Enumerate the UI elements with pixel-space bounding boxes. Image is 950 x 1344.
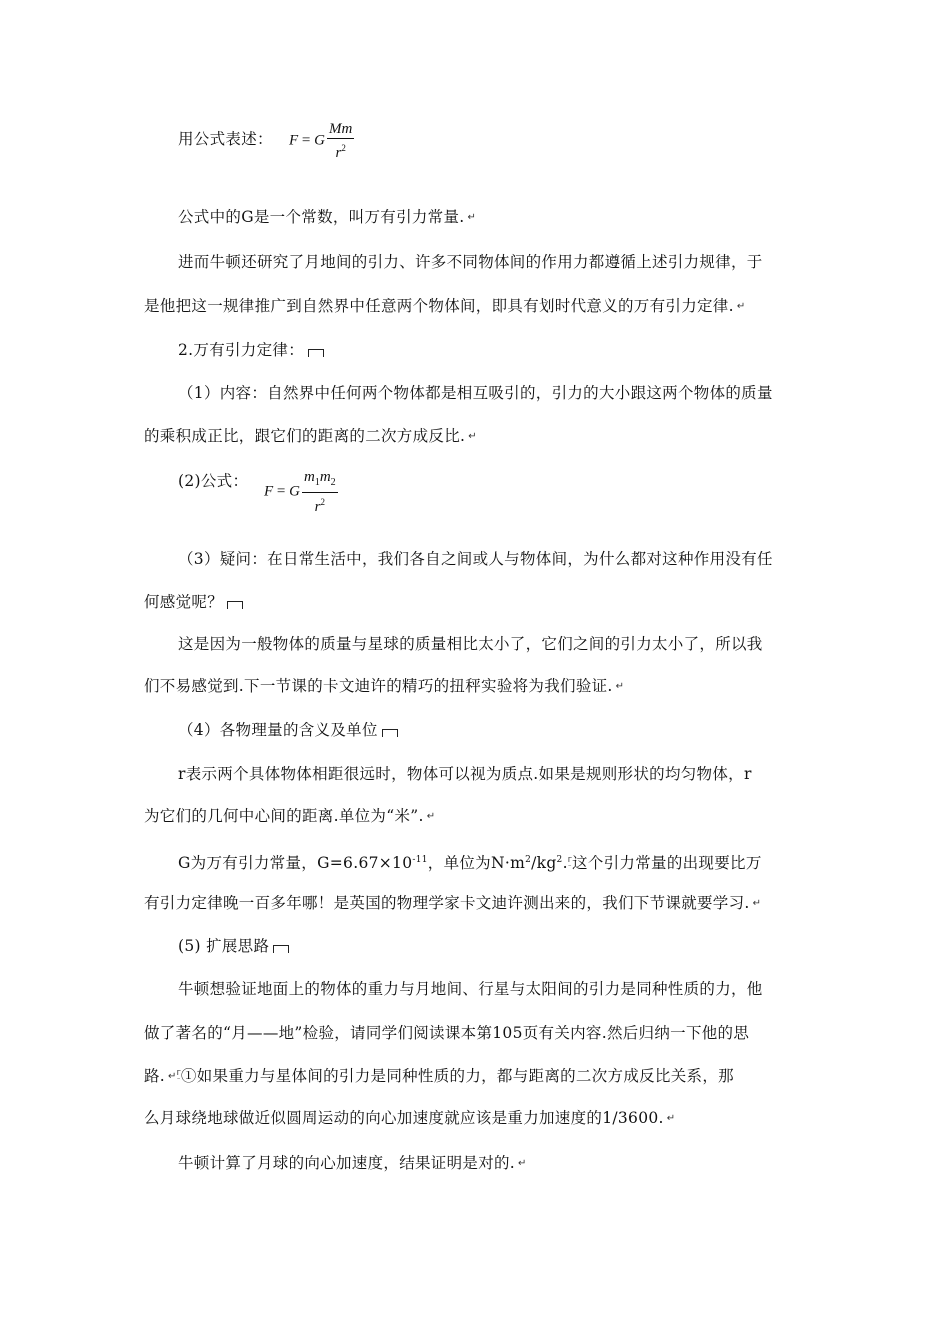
formula-1-den-exp: 2: [341, 143, 346, 153]
formula-2-den-base: r: [314, 499, 321, 515]
line-20-text: 做了著名的“月——地”检验，请同学们阅读课本第105页有关内容.然后归纳一下他的思: [144, 1024, 750, 1042]
paragraph-mark-icon: ↵: [518, 1158, 527, 1169]
formula-2-g: G: [289, 483, 300, 500]
paragraph-mark-icon: ↵: [752, 898, 762, 909]
paragraph-mark-icon: ↵: [467, 212, 477, 223]
bracket-mark-icon: [308, 349, 324, 357]
line-16-text-c: /kg: [531, 854, 557, 873]
formula-2-fraction: [302, 468, 338, 516]
formula-2-den-exp: 2: [320, 497, 325, 507]
paragraph-line-23: [178, 1153, 824, 1174]
line-4-text: 是他把这一规律推广到自然界中任意两个物体间，即具有划时代意义的万有引力定律.: [144, 297, 734, 315]
paragraph-line-3: [178, 252, 824, 272]
section-heading-2: [178, 340, 824, 360]
paragraph-line-11: [178, 634, 824, 654]
line-21-text-b: ①如果重力与星体间的引力是同种性质的力，都与距离的二次方成反比关系，那: [180, 1067, 734, 1085]
line-16-m-exponent: 2: [525, 855, 532, 865]
line-13-text: （4）各物理量的含义及单位: [178, 721, 378, 739]
paragraph-line-6: [178, 383, 824, 403]
formula-1-numerator: Mm: [328, 121, 353, 137]
paragraph-mark-icon: ↵: [615, 681, 625, 692]
formula-intro-line: [178, 129, 824, 149]
formula-2-m2: m: [319, 469, 331, 485]
line-break-mark-icon: ᒥ ⁻: [176, 1069, 181, 1084]
paragraph-mark-icon: ↵: [426, 811, 436, 822]
section-heading-5: [178, 936, 824, 956]
bracket-mark-icon: [382, 729, 398, 737]
line-9-text: （3）疑问：在日常生活中，我们各自之间或人与物体间，为什么都对这种作用没有任: [178, 550, 773, 568]
paragraph-line-22: [144, 1108, 824, 1129]
section-heading-4: [178, 720, 824, 740]
paragraph-line-14: [178, 764, 824, 784]
paragraph-line-21: [144, 1066, 824, 1087]
paragraph-line-4: [144, 296, 824, 317]
line-16-exponent: -11: [412, 855, 428, 865]
line-23-text: 牛顿计算了月球的向心加速度，结果证明是对的.: [178, 1154, 516, 1172]
line-16-text-e: 这个引力常量的出现要比万: [572, 854, 762, 873]
bracket-mark-icon: [273, 945, 289, 953]
paragraph-mark-icon: ↵: [736, 301, 746, 312]
formula-2-eq: =: [276, 483, 286, 500]
line-12-text: 们不易感觉到.下一节课的卡文迪许的精巧的扭秤实验将为我们验证.: [144, 677, 613, 695]
line-break-mark-icon: ᒥ ⁻: [567, 856, 573, 872]
line-16-text-a: G为万有引力常量，G=6.67×10: [178, 854, 413, 873]
paragraph-mark-icon: ↵: [666, 1113, 676, 1124]
formula-2-m1: m: [303, 469, 315, 485]
paragraph-line-9: [178, 549, 824, 569]
line-11-text: 这是因为一般物体的质量与星球的质量相比太小了，它们之间的引力太小了，所以我: [178, 635, 763, 653]
line-3-text: 进而牛顿还研究了月地间的引力、许多不同物体间的作用力都遵循上述引力规律，于: [178, 253, 763, 271]
paragraph-line-20: [144, 1023, 824, 1043]
formula-2-numerator: [302, 468, 338, 493]
formula-2-denominator: [302, 493, 338, 516]
formula-2-m2-sub: 2: [330, 477, 336, 488]
line-19-text: 牛顿想验证地面上的物体的重力与月地间、行星与太阳间的引力是同种性质的力，他: [178, 980, 763, 998]
line-15-text: 为它们的几何中心间的距离.单位为“米”.: [144, 807, 424, 825]
formula-1-denominator: [327, 139, 354, 162]
formula-1-eq: =: [301, 132, 311, 149]
line-18-text: (5) 扩展思路: [178, 937, 270, 955]
line-22-text: 么月球绕地球做近似圆周运动的向心加速度就应该是重力加速度的1/3600.: [144, 1109, 664, 1127]
paragraph-line-2: [178, 207, 824, 228]
line-5-text: 2.万有引力定律：: [178, 341, 304, 359]
paragraph-line-19: [178, 979, 824, 999]
paragraph-mark-icon: ↵: [168, 1071, 177, 1082]
formula-intro-label: 用公式表述：: [178, 130, 273, 148]
paragraph-line-10: [144, 592, 824, 612]
formula-1-den-base: r: [335, 145, 342, 161]
line-16-text-d: .: [562, 854, 568, 873]
formula-2-lhs: F: [264, 483, 274, 500]
formula-1-fraction: [327, 120, 354, 162]
paragraph-line-15: [144, 806, 824, 827]
formula-1-g: G: [314, 132, 325, 149]
paragraph-line-16: [178, 850, 824, 873]
gravity-formula-2: [264, 468, 338, 516]
formula-1-lhs: F: [289, 132, 299, 149]
line-10-text: 何感觉呢？: [144, 593, 224, 611]
gravity-formula-1: [289, 120, 354, 162]
paragraph-line-7: [144, 426, 824, 447]
line-17-text: 有引力定律晚一百多年哪！是英国的物理学家卡文迪许测出来的，我们下节课就要学习.: [144, 894, 750, 912]
line-14-text: r表示两个具体物体相距很远时，物体可以视为质点.如果是规则形状的均匀物体，r: [178, 765, 752, 783]
line-2-text: 公式中的G是一个常数，叫万有引力常量.: [178, 208, 465, 226]
formula-2-intro-label: (2)公式：: [178, 472, 249, 490]
paragraph-line-12: [144, 676, 824, 697]
formula-2-m1-sub: 1: [314, 477, 320, 488]
line-7-text: 的乘积成正比，跟它们的距离的二次方成反比.: [144, 427, 466, 445]
line-6-text: （1）内容：自然界中任何两个物体都是相互吸引的，引力的大小跟这两个物体的质量: [178, 384, 773, 402]
line-21-text-a: 路.: [144, 1067, 166, 1085]
line-16-kg-exponent: 2: [556, 855, 563, 865]
bracket-mark-icon: [227, 601, 243, 609]
line-16-text-b: ，单位为N·m: [427, 854, 526, 873]
paragraph-mark-icon: ↵: [468, 431, 477, 442]
paragraph-line-17: [144, 893, 824, 914]
